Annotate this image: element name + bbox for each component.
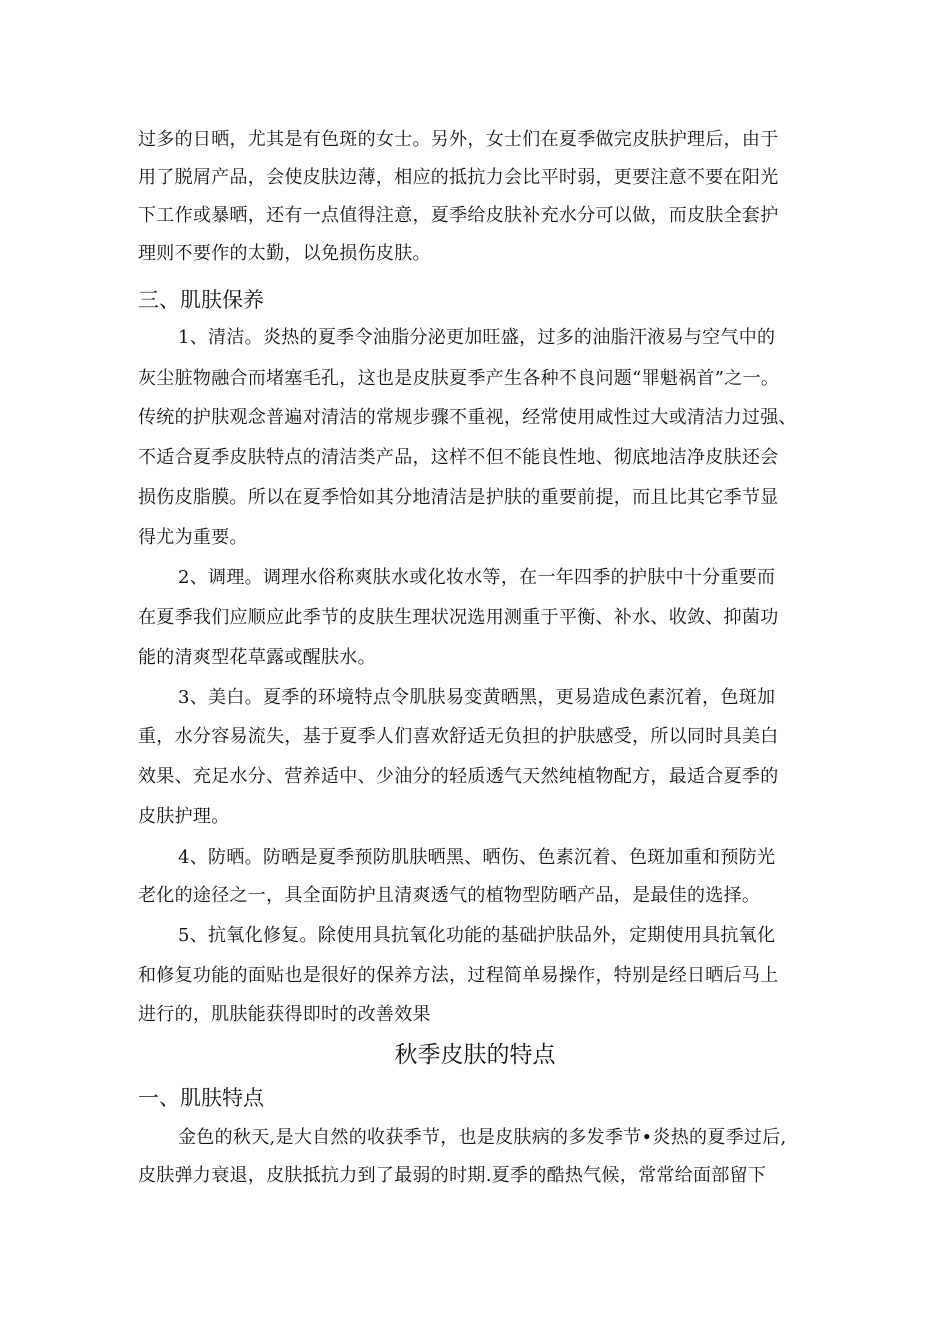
body-line: 传统的护肤观念普遍对清洁的常规步骤不重视，经常使用咸性过大或清洁力过强、: [138, 407, 797, 428]
body-line: 损伤皮脂膜。所以在夏季恰如其分地清洁是护肤的重要前提，而且比其它季节显: [138, 487, 779, 508]
body-line: 3、美白。夏季的环境特点令肌肤易变黄晒黑，更易造成色素沉着，色斑加: [178, 687, 776, 708]
body-line: 不适合夏季皮肤特点的清洁类产品，这样不但不能良性地、彻底地洁净皮肤还会: [138, 447, 779, 468]
body-line: 效果、充足水分、营养适中、少油分的轻质透气天然纯植物配方，最适合夏季的: [138, 766, 779, 787]
body-line: 1、清洁。炎热的夏季令油脂分泌更加旺盛，过多的油脂汗液易与空气中的: [178, 327, 776, 348]
body-line: 5、抗氧化修复。除使用具抗氧化功能的基础护肤品外，定期使用具抗氧化: [178, 925, 776, 946]
body-line: 2、调理。调理水俗称爽肤水或化妆水等，在一年四季的护肤中十分重要而: [178, 567, 776, 588]
body-line: 金色的秋天,是大自然的收获季节，也是皮肤病的多发季节•炎热的夏季过后,: [178, 1127, 787, 1148]
body-line: 和修复功能的面贴也是很好的保养方法，过程简单易操作，特别是经日晒后马上: [138, 965, 779, 986]
body-line: 灰尘脏物融合而堵塞毛孔，这也是皮肤夏季产生各种不良问题“罪魁祸首”之一。: [138, 368, 780, 389]
body-line: 过多的日晒，尤其是有色斑的女士。另外，女士们在夏季做完皮肤护理后，由于: [138, 129, 779, 150]
section-heading-features: 一、肌肤特点: [138, 1086, 264, 1110]
body-line: 重，水分容易流失，基于夏季人们喜欢舒适无负担的护肤感受，所以同时具美白: [138, 726, 779, 747]
chapter-title: 秋季皮肤的特点: [394, 1042, 556, 1068]
body-line: 皮肤弹力衰退，皮肤抵抗力到了最弱的时期.夏季的酷热气候，常常给面部留下: [138, 1165, 767, 1186]
body-line: 用了脱屑产品，会使皮肤边薄，相应的抵抗力会比平时弱，更要注意不要在阳光: [138, 167, 779, 188]
body-line: 理则不要作的太勤，以免损伤皮肤。: [138, 243, 431, 264]
body-line: 进行的，肌肤能获得即时的改善效果: [138, 1004, 431, 1025]
body-line: 皮肤护理。: [138, 806, 230, 827]
body-line: 在夏季我们应顺应此季节的皮肤生理状况选用测重于平衡、补水、收敛、抑菌功: [138, 607, 779, 628]
section-heading-care: 三、肌肤保养: [138, 288, 264, 312]
body-line: 能的清爽型花草露或醒肤水。: [138, 647, 376, 668]
body-line: 下工作或暴晒，还有一点值得注意，夏季给皮肤补充水分可以做，而皮肤全套护: [138, 205, 779, 226]
body-line: 老化的途径之一，具全面防护且清爽透气的植物型防晒产品，是最佳的选择。: [138, 885, 761, 906]
body-line: 4、防晒。防晒是夏季预防肌肤晒黑、晒伤、色素沉着、色斑加重和预防光: [178, 847, 776, 868]
body-line: 得尤为重要。: [138, 527, 248, 548]
